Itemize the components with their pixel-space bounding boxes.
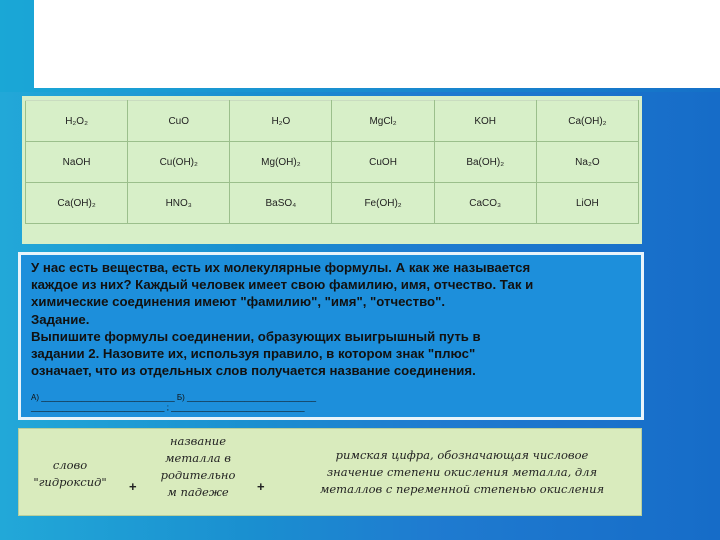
naming-rule-panel [18,428,642,516]
answer-lines: А) ______________________________ Б) _____________________________ ______________________________ ; ______________________________ [31,393,317,412]
formula-cell: Ca(OH)₂ [26,183,128,224]
formula-cell: MgCl₂ [332,101,434,142]
formula-cell: NaOH [26,142,128,183]
formula-cell: H₂O₂ [26,101,128,142]
formula-cell: KOH [434,101,536,142]
formula-cell: Na₂O [536,142,638,183]
rule-metal-name: название металла в родительно м падеже [160,434,236,499]
formula-cell: Ba(OH)₂ [434,142,536,183]
rule-plus-1: + [129,479,137,494]
formula-table-panel [22,96,642,244]
formula-cell: LiOH [536,183,638,224]
title-area [34,0,720,88]
formula-cell: BaSO₄ [230,183,332,224]
formula-cell: Mg(OH)₂ [230,142,332,183]
formula-cell: CuOH [332,142,434,183]
formula-table [25,100,639,224]
formula-cell: CaCO₃ [434,183,536,224]
task-panel [18,252,644,420]
rule-plus-2: + [257,479,265,494]
formula-cell: H₂O [230,101,332,142]
rule-roman-numeral: римская цифра, обозначающая числовое значение степени окисления металла, для металлов с переменной степенью окисления [319,448,605,496]
formula-row [26,183,639,224]
formula-row [26,142,639,183]
formula-row [26,101,639,142]
formula-cell: Ca(OH)₂ [536,101,638,142]
formula-cell: Fe(OH)₂ [332,183,434,224]
formula-cell: Cu(OH)₂ [128,142,230,183]
rule-word-hydroxide: слово "гидроксид" [33,458,107,489]
formula-cell: HNO₃ [128,183,230,224]
formula-cell: CuO [128,101,230,142]
task-text: У нас есть вещества, есть их молекулярные формулы. А как же называется каждое из них? Каждый человек имеет свою фамилию, имя, отчество. Так и химические соединения имеют "фамилию", "имя", "отчество". Задание. Выпишите формулы соединении, образующих выигрышный путь в задании 2. Назовите их, используя правило, в котором знак "плюс" означает, что из отдельных слов получается название соединения. [31,260,534,379]
